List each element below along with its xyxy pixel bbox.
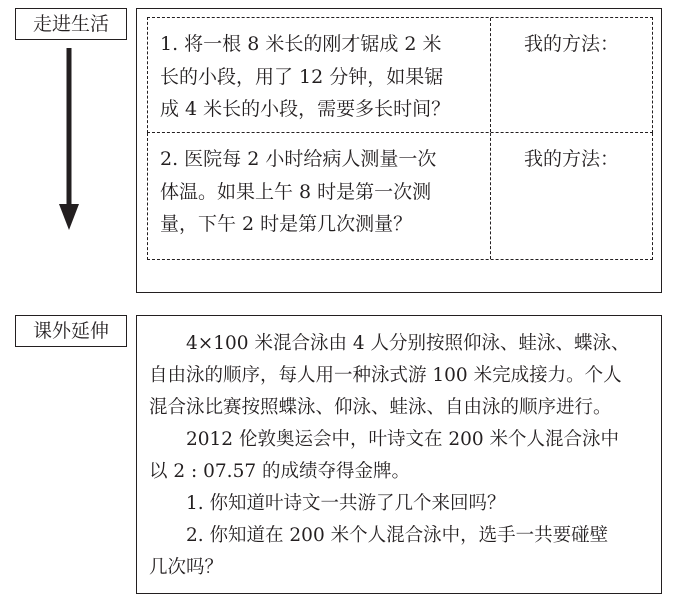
method-label-1: 我的方法： [524, 33, 620, 55]
paragraph-olympics: 2012 伦敦奥运会中，叶诗文在 200 米个人混合泳中 以 2 : 07.57 的成绩夺得金牌。 [149, 429, 620, 482]
row-divider [490, 133, 491, 259]
section-label-extend: 课外延伸 [15, 315, 127, 347]
problem-2-text: 2. 医院每 2 小时给病人测量一次 体温。如果上午 8 时是第一次测 量，下午 2 时是第几次测量？ [160, 148, 437, 235]
problem-row-2 [147, 133, 653, 260]
method-label-2: 我的方法： [524, 148, 620, 170]
section-label-live: 走进生活 [15, 8, 127, 40]
question-1: 1. 你知道叶诗文一共游了几个来回吗？ [149, 493, 506, 514]
paragraph-medley: 4×100 米混合泳由 4 人分别按照仰泳、蛙泳、蝶泳、 自由泳的顺序，每人用一种泳式游 100 米完成接力。个人 混合泳比赛按照蝶泳、仰泳、蛙泳、自由泳的顺序进行。 [149, 333, 630, 418]
problem-box [136, 8, 662, 293]
problem-1-text: 1. 将一根 8 米长的刚才锯成 2 米 长的小段，用了 12 分钟，如果锯 成 4 米长的小段，需要多长时间？ [160, 33, 451, 120]
problem-row-1 [147, 17, 653, 133]
extension-box [136, 315, 662, 594]
question-2: 2. 你知道在 200 米个人混合泳中，选手一共要碰壁 几次吗？ [149, 525, 609, 578]
down-arrow-icon [59, 48, 79, 230]
row-divider [490, 18, 491, 132]
